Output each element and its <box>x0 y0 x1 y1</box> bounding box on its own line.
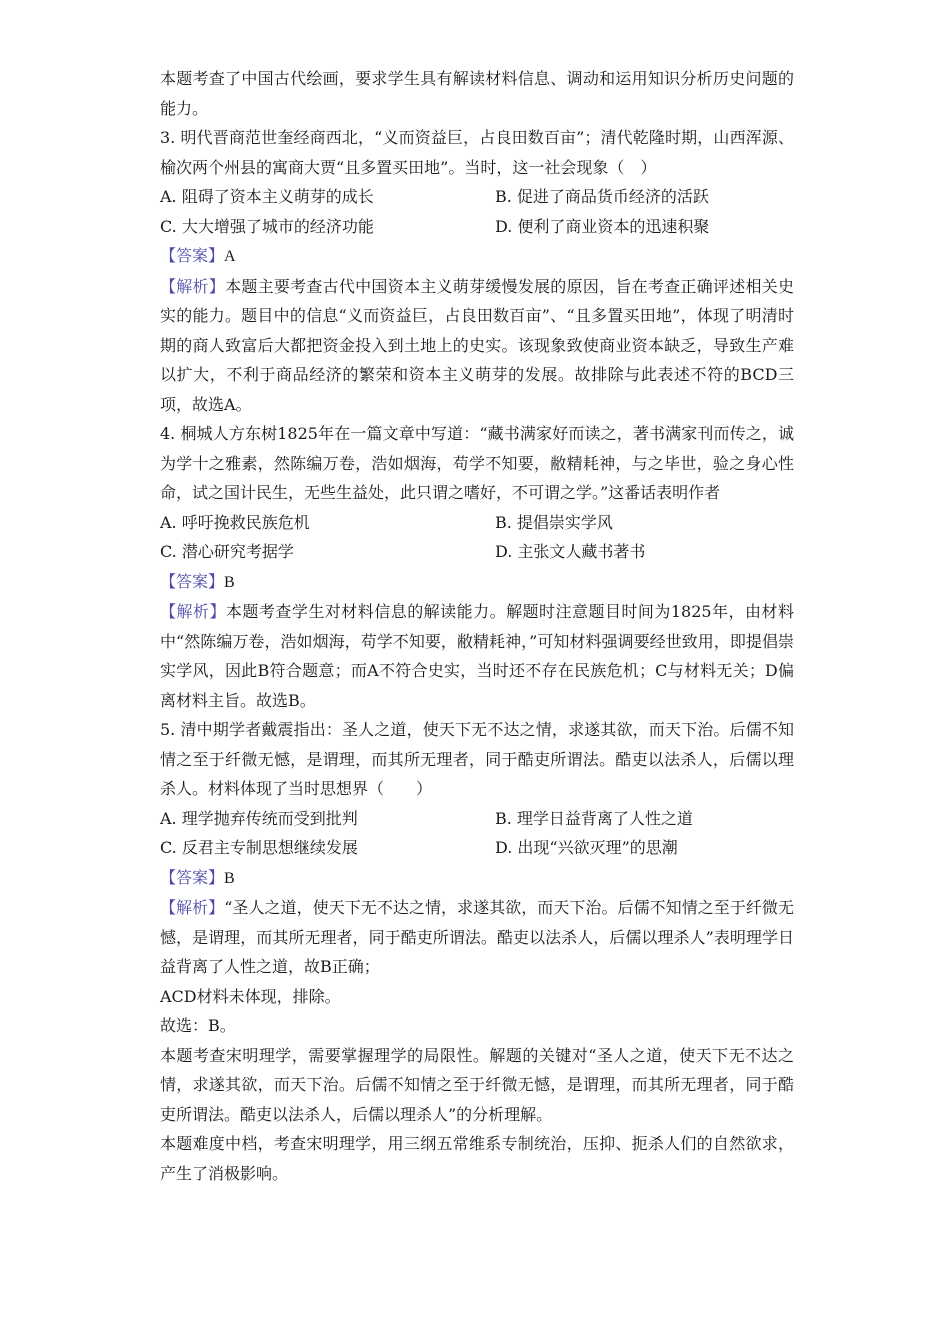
analysis-text: 本题考查学生对材料信息的解读能力。解题时注意题目时间为1825年，由材料中“然陈编万卷，浩如烟海，苟学不知要，敝精耗神，”可知材料强调要经世致用，即提倡崇实学风，因此B符合题意；而A不符合史实，当时还不存在民族危机；C与材料无关；D偏离材料主旨。故选B。 <box>160 602 794 710</box>
question-5-extra-3: 本题考查宋明理学，需要掌握理学的局限性。解题的关键对“圣人之道，使天下无不达之情，求遂其欲，而天下治。后儒不知情之至于纤微无憾，是谓理，而其所无理者，同于酷吏所谓法。酷吏以法杀人，后儒以理杀人”的分析理解。 <box>160 1045 794 1124</box>
question-5-extra-2: 故选：B。 <box>160 1016 236 1035</box>
question-5-option-d: D. 出现“兴欲灭理”的思潮 <box>495 838 678 857</box>
question-5-option-b: B. 理学日益背离了人性之道 <box>495 808 693 828</box>
question-5-extra-1: ACD材料未体现，排除。 <box>160 986 341 1006</box>
answer-value: A <box>224 248 236 265</box>
question-5-options <box>160 804 794 863</box>
intro-paragraph: 本题考查了中国古代绘画，要求学生具有解读材料信息、调动和运用知识分析历史问题的能力。 <box>160 69 794 118</box>
question-4-analysis <box>160 597 794 715</box>
question-4-option-a: A. 呼吁挽救民族危机 <box>160 512 310 532</box>
question-3-analysis <box>160 272 794 420</box>
question-3-options <box>160 182 794 241</box>
analysis-tag: 【解析】 <box>160 898 225 917</box>
analysis-text: “圣人之道，使天下无不达之情，求遂其欲，而天下治。后儒不知情之至于纤微无憾，是谓理，而其所无理者，同于酷吏所谓法。酷吏以法杀人，后儒以理杀人”表明理学日益背离了人性之道，故B正确； <box>160 898 794 976</box>
analysis-tag: 【解析】 <box>160 602 226 621</box>
question-3-option-c: C. 大大增强了城市的经济功能 <box>160 216 374 236</box>
question-5-stem: 5. 清中期学者戴震指出：圣人之道，使天下无不达之情，求遂其欲，而天下治。后儒不知情之至于纤微无憾，是谓理，而其所无理者，同于酷吏所谓法。酷吏以法杀人，后儒以理杀人。材料体现了当时思想界（ ） <box>160 720 794 798</box>
question-3-stem: 3. 明代晋商范世奎经商西北，“义而资益巨，占良田数百亩”；清代乾隆时期，山西浑源、榆次两个州县的寓商大贾“且多置买田地”。当时，这一社会现象（ ） <box>160 128 794 177</box>
answer-tag: 【答案】 <box>160 867 225 887</box>
question-4-option-d: D. 主张文人藏书著书 <box>495 542 646 561</box>
question-5-option-c: C. 反君主专制思想继续发展 <box>160 838 358 857</box>
question-4-options <box>160 508 794 567</box>
answer-tag: 【答案】 <box>160 571 225 591</box>
answer-value: B <box>224 573 235 591</box>
question-5-option-a: A. 理学抛弃传统而受到批判 <box>160 808 358 828</box>
analysis-text: 本题主要考查古代中国资本主义萌芽缓慢发展的原因，旨在考查正确评述相关史实的能力。题目中的信息“义而资益巨，占良田数百亩”、“且多置买田地”，体现了明清时期的商人致富后大都把资金投入到土地上的史实。该现象致使商业资本缺乏，导致生产难以扩大，不利于商品经济的繁荣和资本主义萌芽的发展。故排除与此表述不符的BCD三项，故选A。 <box>160 276 794 414</box>
question-3-option-d: D. 便利了商业资本的迅速积聚 <box>495 216 710 236</box>
document-page <box>160 64 794 1188</box>
question-3-answer <box>160 241 794 272</box>
question-3-option-b: B. 促进了商品货币经济的活跃 <box>495 187 709 206</box>
question-4-option-c: C. 潜心研究考据学 <box>160 542 294 561</box>
question-5-extra-4: 本题难度中档，考查宋明理学，用三纲五常维系专制统治，压抑、扼杀人们的自然欲求，产生了消极影响。 <box>160 1134 794 1183</box>
answer-tag: 【答案】 <box>160 246 225 265</box>
analysis-tag: 【解析】 <box>160 276 226 296</box>
answer-value: B <box>224 869 235 887</box>
question-4-option-b: B. 提倡崇实学风 <box>495 512 613 532</box>
question-3-option-a: A. 阻碍了资本主义萌芽的成长 <box>160 187 374 206</box>
question-5-answer <box>160 863 794 894</box>
question-5-analysis <box>160 893 794 982</box>
question-4-stem: 4. 桐城人方东树1825年在一篇文章中写道：“藏书满家好而读之，著书满家刊而传之，诚为学十之雅素，然陈编万卷，浩如烟海，苟学不知要，敝精耗神，与之毕世，验之身心性命，试之国计民生，无些生益处，此只谓之嗜好，不可谓之学。”这番话表明作者 <box>160 424 794 502</box>
question-4-answer <box>160 567 794 598</box>
